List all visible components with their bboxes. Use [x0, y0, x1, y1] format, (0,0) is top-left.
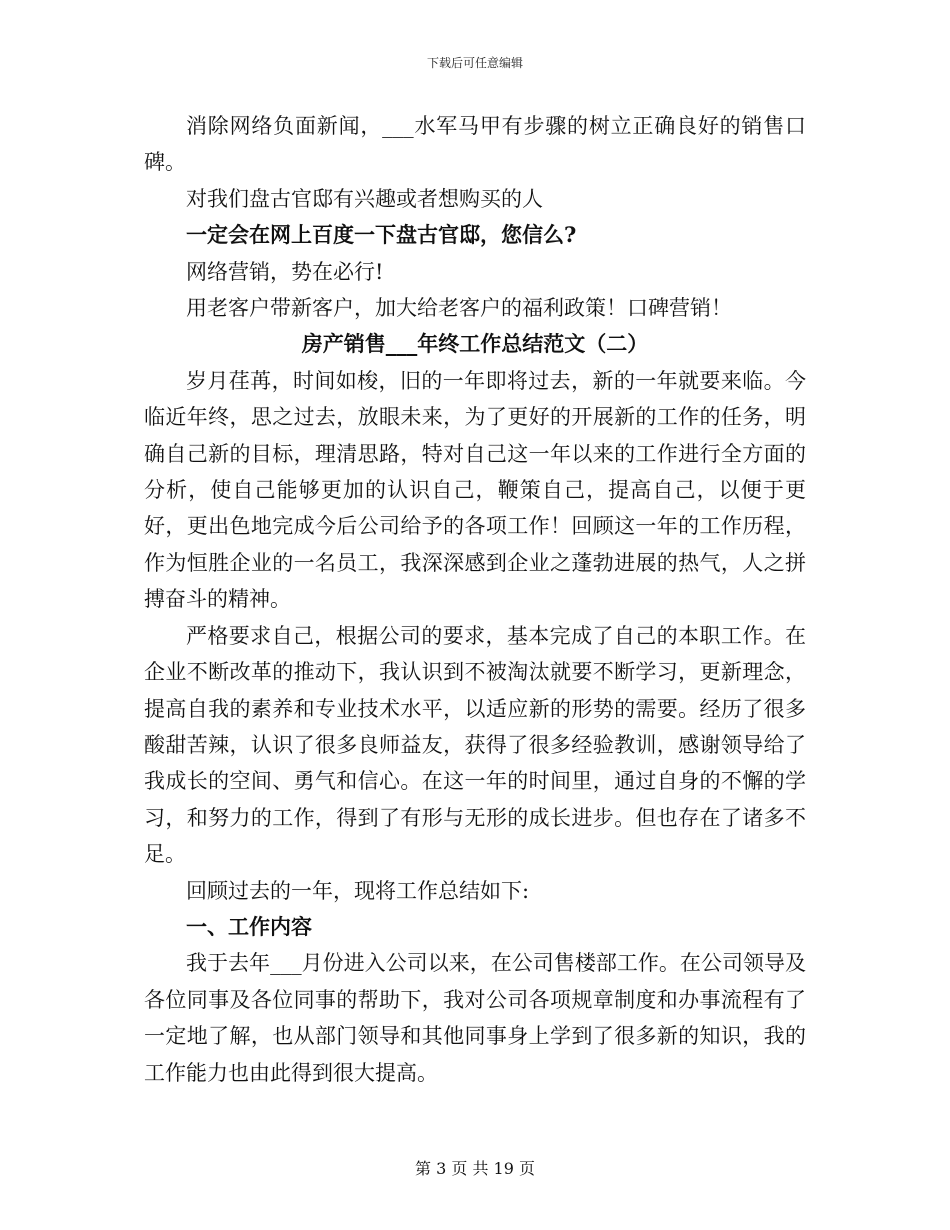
paragraph-year-review: 岁月荏苒，时间如梭，旧的一年即将过去，新的一年就要来临。今临近年终，思之过去，放眼未来，为了更好的开展新的工作的任务，明确自己新的目标，理清思路，特对自己这一年以来的工作进行全方面的分析，使自己能够更加的认识自己，鞭策自己，提高自己，以便于更好，更出色地完成今后公司给予的各项工作！回顾这一年的工作历程，作为恒胜企业的一名员工，我深深感到企业之蓬勃进展的热气，人之拼搏奋斗的精神。 — [144, 368, 806, 612]
page-header: 下载后可任意编辑 — [426, 56, 523, 70]
section-heading-work-content: 一、工作内容 — [186, 913, 312, 939]
paragraph-work-content: 我于去年___月份进入公司以来，在公司售楼部工作。在公司领导及各位同事及各位同事的帮助下，我对公司各项规章制度和办事流程有了一定地了解，也从部门领导和其他同事身上学到了很多新的知识，我的工作能力也由此得到很大提高。 — [144, 951, 806, 1085]
section-title: 房产销售___年终工作总结范文（二） — [301, 331, 649, 357]
paragraph-network-marketing: 网络营销，势在必行! — [186, 259, 384, 284]
paragraph-word-of-mouth: 用老客户带新客户，加大给老客户的福利政策！口碑营销！ — [186, 296, 732, 321]
paragraph-negative-news: 消除网络负面新闻，___水军马甲有步骤的树立正确良好的销售口碑。 — [144, 114, 806, 175]
paragraph-summary-intro: 回顾过去的一年，现将工作总结如下: — [186, 878, 530, 903]
paragraph-interested-buyers: 对我们盘古官邸有兴趣或者想购买的人 — [186, 186, 543, 211]
page-footer: 第 3 页 共 19 页 — [415, 1159, 535, 1178]
paragraph-baidu-search: 一定会在网上百度一下盘古官邸，您信么? — [186, 222, 577, 248]
document-body — [144, 108, 806, 1091]
paragraph-self-requirements: 严格要求自己，根据公司的要求，基本完成了自己的本职工作。在企业不断改革的推动下，我认识到不被淘汰就要不断学习，更新理念，提高自我的素养和专业技术水平，以适应新的形势的需要。经历了很多酸甜苦辣，认识了很多良师益友，获得了很多经验教训，感谢领导给了我成长的空间、勇气和信心。在这一年的时间里，通过自身的不懈的学习，和努力的工作，得到了有形与无形的成长进步。但也存在了诸多不足。 — [144, 623, 806, 867]
